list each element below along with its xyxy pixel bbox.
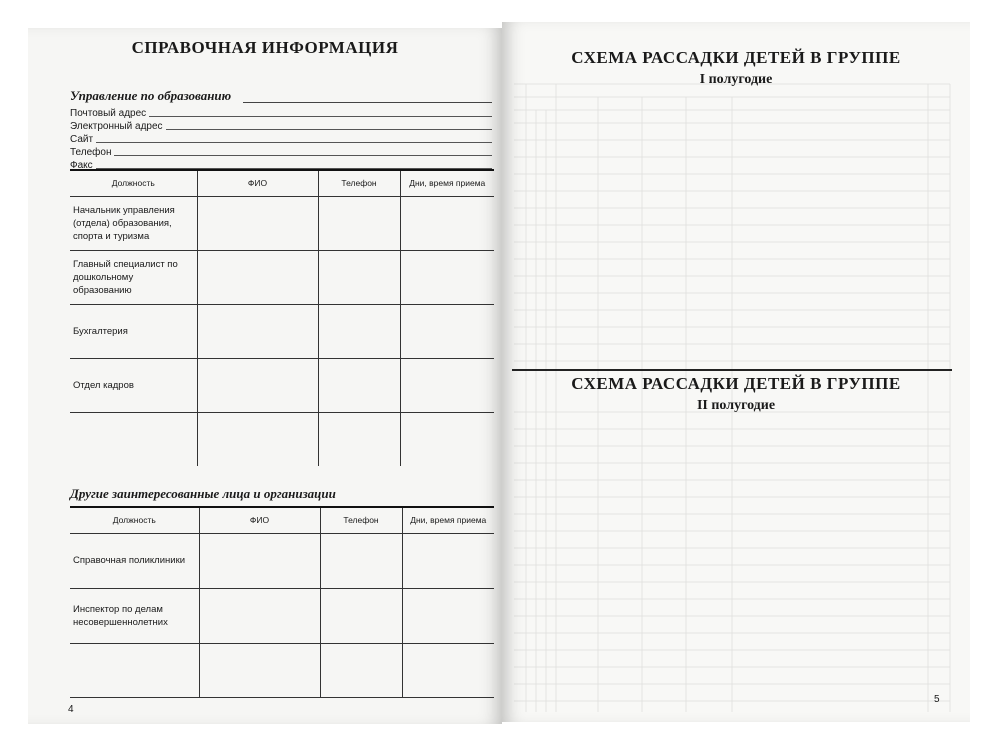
col-phone: Телефон [320,507,402,533]
cell-name[interactable] [197,250,318,304]
cell-phone[interactable] [318,250,400,304]
col-name: ФИО [199,507,320,533]
field-phone[interactable]: Телефон [70,145,492,158]
cell-phone[interactable] [318,412,400,466]
col-hours: Дни, время приема [400,170,494,196]
row-label: Инспектор по делам несовершеннолетних [70,588,199,643]
cell-name[interactable] [199,643,320,697]
cell-name[interactable] [197,196,318,250]
col-hours: Дни, время приема [402,507,494,533]
table-row [70,412,494,466]
row-label: Главный специалист по дошкольному образованию [70,250,197,304]
row-label [70,412,197,466]
col-position: Должность [70,507,199,533]
field-fax[interactable]: Факс [70,158,492,171]
cell-name[interactable] [197,304,318,358]
field-postal-address[interactable]: Почтовый адрес [70,106,492,119]
cell-name[interactable] [199,533,320,588]
section-heading-education: Управление по образованию [70,88,232,103]
cell-name[interactable] [197,358,318,412]
table-row [70,196,494,250]
page-number-right: 5 [934,694,940,705]
row-label: Бухгалтерия [70,304,197,358]
education-contacts-table [70,169,494,466]
row-label [70,643,199,697]
section-divider [512,369,952,371]
right-page [502,22,970,722]
col-name: ФИО [197,170,318,196]
cell-hours[interactable] [400,196,494,250]
col-phone: Телефон [318,170,400,196]
row-label: Начальник управления (отдела) образования, спорта и туризма [70,196,197,250]
cell-hours[interactable] [400,250,494,304]
col-position: Должность [70,170,197,196]
cell-phone[interactable] [320,588,402,643]
heading-underline [243,102,492,103]
cell-hours[interactable] [400,358,494,412]
table-row [70,304,494,358]
other-contacts-table [70,506,494,698]
cell-hours[interactable] [400,412,494,466]
cell-phone[interactable] [318,358,400,412]
table-row [70,533,494,588]
page-number-left: 4 [68,704,74,715]
cell-name[interactable] [197,412,318,466]
seating-chart-subtitle-1: I полугодие [699,72,773,87]
table-row [70,643,494,697]
cell-phone[interactable] [318,196,400,250]
row-label: Справочная поликлиники [70,533,199,588]
cell-phone[interactable] [318,304,400,358]
cell-phone[interactable] [320,643,402,697]
seating-chart-title-2: СХЕМА РАССАДКИ ДЕТЕЙ В ГРУППЕ [571,374,901,393]
cell-name[interactable] [199,588,320,643]
table-row [70,588,494,643]
page-title: СПРАВОЧНАЯ ИНФОРМАЦИЯ [131,38,399,57]
cell-hours[interactable] [400,304,494,358]
field-website[interactable]: Сайт [70,132,492,145]
cell-phone[interactable] [320,533,402,588]
field-email[interactable]: Электронный адрес [70,119,492,132]
section-heading-other: Другие заинтересованные лица и организации [70,486,336,501]
seating-chart-subtitle-2: II полугодие [696,398,776,413]
left-page [28,28,502,724]
cell-hours[interactable] [402,533,494,588]
cell-hours[interactable] [402,588,494,643]
table-row [70,250,494,304]
cell-hours[interactable] [402,643,494,697]
row-label: Отдел кадров [70,358,197,412]
table-row [70,358,494,412]
seating-chart-title-1: СХЕМА РАССАДКИ ДЕТЕЙ В ГРУППЕ [571,48,901,67]
show-through-grid [502,22,970,722]
